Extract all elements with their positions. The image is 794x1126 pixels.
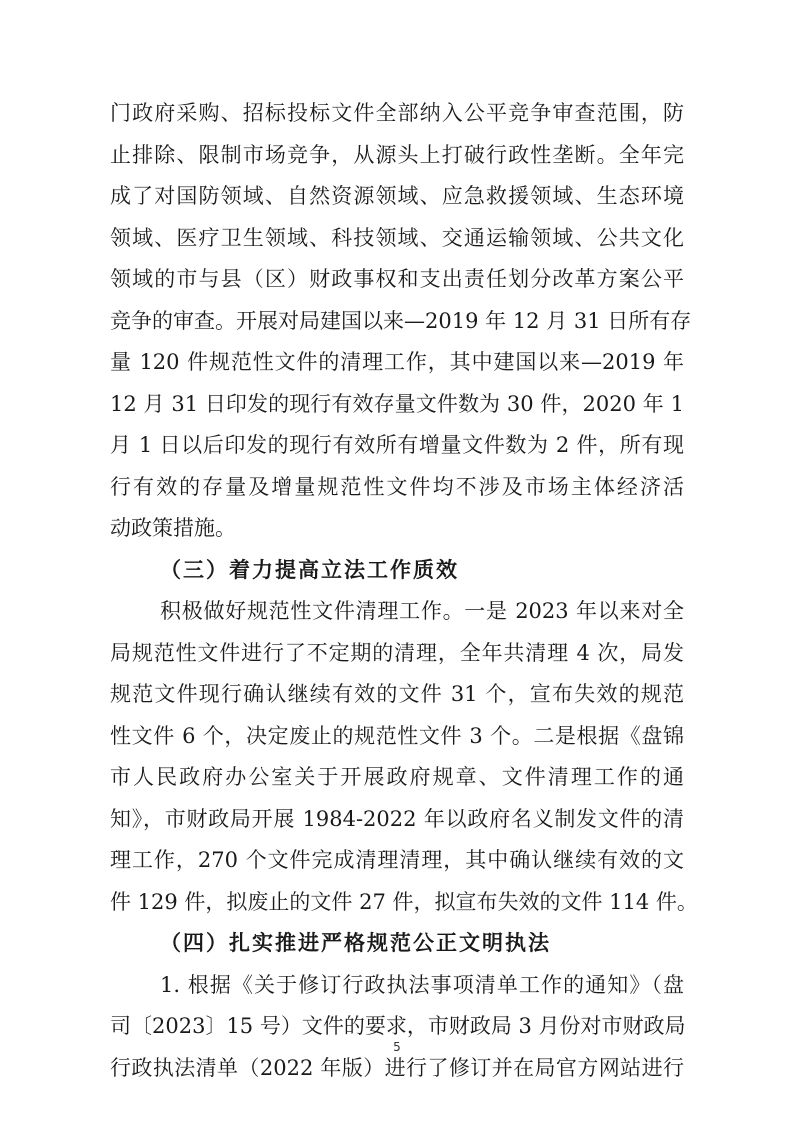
paragraph-2-line: 件 129 件，拟废止的文件 27 件，拟宣布失效的文件 114 件。 xyxy=(110,890,698,914)
paragraph-2-line: 积极做好规范性文件清理工作。一是 2023 年以来对全 xyxy=(160,599,684,623)
page-number: 5 xyxy=(393,1040,401,1054)
paragraph-2-line: 局规范性文件进行了不定期的清理，全年共清理 4 次，局发 xyxy=(110,641,684,665)
paragraph-1-line: 12 月 31 日印发的现行有效存量文件数为 30 件，2020 年 1 xyxy=(110,392,684,416)
paragraph-1-line: 领域、医疗卫生领域、科技领域、交通运输领域、公共文化 xyxy=(110,226,684,250)
section-heading-4: （四）扎实推进严格规范公正文明执法 xyxy=(160,930,551,955)
paragraph-1-line: 成了对国防领域、自然资源领域、应急救援领域、生态环境 xyxy=(110,184,684,208)
paragraph-3-line: 行政执法清单（2022 年版）进行了修订并在局官方网站进行 xyxy=(110,1056,684,1080)
paragraph-2-line: 市人民政府办公室关于开展政府规章、文件清理工作的通 xyxy=(110,765,684,789)
paragraph-1-line: 动政策措施。 xyxy=(110,516,236,540)
paragraph-1-line: 月 1 日以后印发的现行有效所有增量文件数为 2 件，所有现 xyxy=(110,433,684,457)
paragraph-1-line: 行有效的存量及增量规范性文件均不涉及市场主体经济活 xyxy=(110,475,684,499)
paragraph-2-line: 性文件 6 个，决定废止的规范性文件 3 个。二是根据《盘锦 xyxy=(110,724,684,748)
paragraph-3-line: 司〔2023〕15 号）文件的要求，市财政局 3 月份对市财政局 xyxy=(110,1014,686,1038)
section-heading-3: （三）着力提高立法工作质效 xyxy=(160,557,459,582)
paragraph-1-line: 竞争的审查。开展对局建国以来—2019 年 12 月 31 日所有存 xyxy=(110,309,692,333)
paragraph-2-line: 知》，市财政局开展 1984-2022 年以政府名义制发文件的清 xyxy=(110,807,684,831)
paragraph-1-line: 门政府采购、招标投标文件全部纳入公平竞争审查范围，防 xyxy=(110,101,684,125)
paragraph-1-line: 止排除、限制市场竞争，从源头上打破行政性垄断。全年完 xyxy=(110,143,684,167)
paragraph-2-line: 规范文件现行确认继续有效的文件 31 个，宣布失效的规范 xyxy=(110,682,684,706)
paragraph-2-line: 理工作，270 个文件完成清理清理，其中确认继续有效的文 xyxy=(110,848,684,872)
paragraph-1-line: 领域的市与县（区）财政事权和支出责任划分改革方案公平 xyxy=(110,267,684,291)
paragraph-3-line: 1. 根据《关于修订行政执法事项清单工作的通知》（盘 xyxy=(160,973,684,997)
paragraph-1-line: 量 120 件规范性文件的清理工作，其中建国以来—2019 年 xyxy=(110,350,684,374)
